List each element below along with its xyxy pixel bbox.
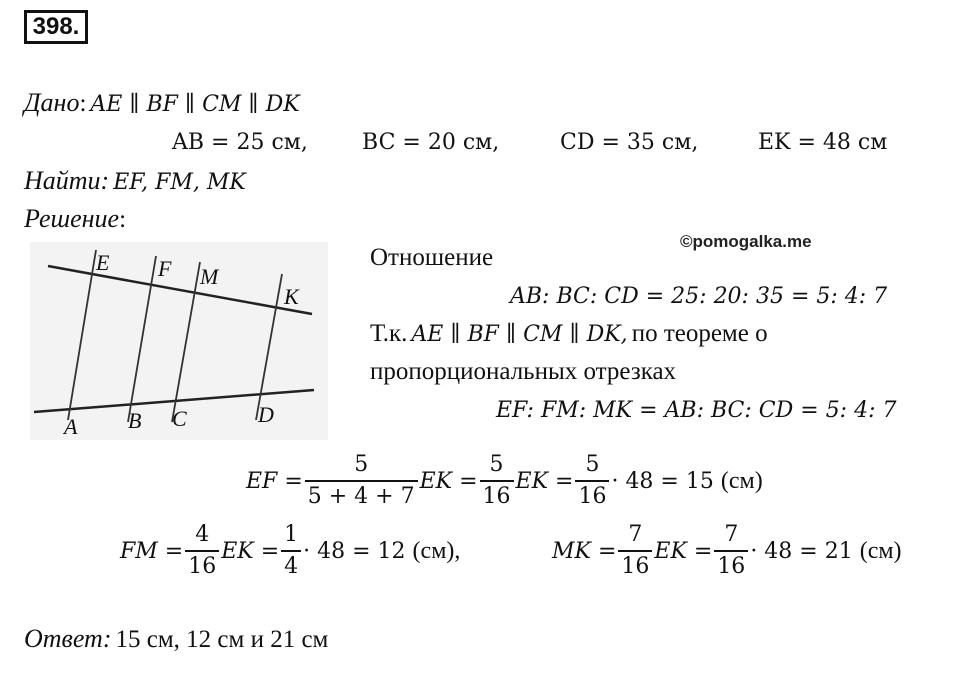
- solution-text-ratio: Отношение: [370, 244, 494, 271]
- mk-f1-num: 7: [628, 522, 643, 547]
- given-parallel: AE ∥ BF ∥ CM ∥ DK: [90, 92, 300, 117]
- label-b: B: [128, 408, 142, 433]
- answer-line: [24, 624, 328, 654]
- solution-colon: :: [119, 206, 127, 233]
- ratio-efmk: EF: FM: MK = AB: BC: CD = 5: 4: 7: [496, 398, 897, 423]
- ef-f1-num: 5: [354, 452, 369, 477]
- given-ab: AB = 25 см,: [172, 130, 308, 155]
- fm-fraction-1: [185, 522, 219, 580]
- mk-f2-den: 16: [714, 550, 748, 580]
- label-m: M: [200, 264, 219, 289]
- geometry-figure: [30, 242, 328, 440]
- mk-tail: · 48 = 21: [750, 538, 853, 564]
- theorem-line: [370, 320, 768, 348]
- top-line: [48, 266, 312, 314]
- line-ae: [68, 250, 96, 420]
- label-f: F: [158, 256, 172, 281]
- fm-f2-num: 1: [284, 522, 299, 547]
- ef-f3-den: 16: [575, 480, 609, 510]
- fm-f2-den: 4: [281, 550, 301, 580]
- label-d: D: [258, 402, 274, 427]
- solution-line: [24, 204, 126, 234]
- ef-mid1: EK =: [419, 468, 478, 494]
- mk-mid1: EK =: [654, 538, 713, 564]
- fm-fraction-2: [281, 522, 301, 580]
- theorem-text: по теореме о: [631, 320, 768, 347]
- fm-lhs: FM =: [120, 538, 184, 564]
- fm-mid1: EK =: [221, 538, 280, 564]
- label-k: K: [284, 284, 299, 309]
- line-dk: [256, 274, 282, 420]
- ef-f2-num: 5: [489, 452, 504, 477]
- find-label: Найти:: [24, 166, 110, 195]
- ef-mid2: EK =: [515, 468, 574, 494]
- label-c: C: [172, 406, 187, 431]
- formula-fm: [120, 522, 460, 580]
- since-parallel: AE ∥ BF ∥ CM ∥ DK,: [411, 322, 628, 347]
- figure-svg: [30, 242, 328, 440]
- ef-f3-num: 5: [585, 452, 600, 477]
- label-a: A: [64, 414, 78, 439]
- given-bc: BC = 20 см,: [362, 130, 500, 155]
- line-cm: [172, 262, 200, 422]
- given-ek: EK = 48 см: [758, 130, 888, 155]
- fm-tail: · 48 = 12: [303, 538, 406, 564]
- given-line: [24, 88, 300, 118]
- given-colon: :: [79, 90, 87, 117]
- mk-f2-num: 7: [724, 522, 739, 547]
- mk-unit: (см): [859, 537, 902, 564]
- ef-f2-den: 16: [480, 480, 514, 510]
- ef-fraction-2: [480, 452, 514, 510]
- find-items: EF, FM, MK: [113, 170, 246, 195]
- watermark: ©pomogalka.me: [680, 232, 812, 251]
- mk-f1-den: 16: [618, 550, 652, 580]
- mk-fraction-1: [618, 522, 652, 580]
- solution-label: Решение: [24, 204, 120, 233]
- formula-ef: [246, 452, 763, 510]
- ef-fraction-1: [305, 452, 418, 510]
- fm-f1-num: 4: [195, 522, 210, 547]
- ef-lhs: EF =: [246, 468, 303, 494]
- formula-mk: [552, 522, 902, 580]
- given-cd: CD = 35 см,: [560, 130, 699, 155]
- theorem-name: пропорциональных отрезках: [370, 358, 677, 385]
- ef-unit: (см): [720, 467, 763, 494]
- ef-f1-den: 5 + 4 + 7: [305, 480, 418, 510]
- ratio-abcd: AB: BC: CD = 25: 20: 35 = 5: 4: 7: [510, 284, 888, 309]
- fm-unit: (см),: [412, 537, 461, 564]
- ef-fraction-3: [575, 452, 609, 510]
- ef-tail: · 48 = 15: [611, 468, 714, 494]
- given-label: Дано: [24, 88, 80, 117]
- answer-label: Ответ:: [24, 624, 112, 653]
- problem-number: 398.: [24, 10, 88, 44]
- label-e: E: [96, 250, 110, 275]
- mk-fraction-2: [714, 522, 748, 580]
- find-line: [24, 166, 246, 196]
- mk-lhs: MK =: [552, 538, 617, 564]
- answer-value: 15 см, 12 см и 21 см: [115, 626, 329, 653]
- since-label: Т.к.: [370, 320, 408, 347]
- fm-f1-den: 16: [185, 550, 219, 580]
